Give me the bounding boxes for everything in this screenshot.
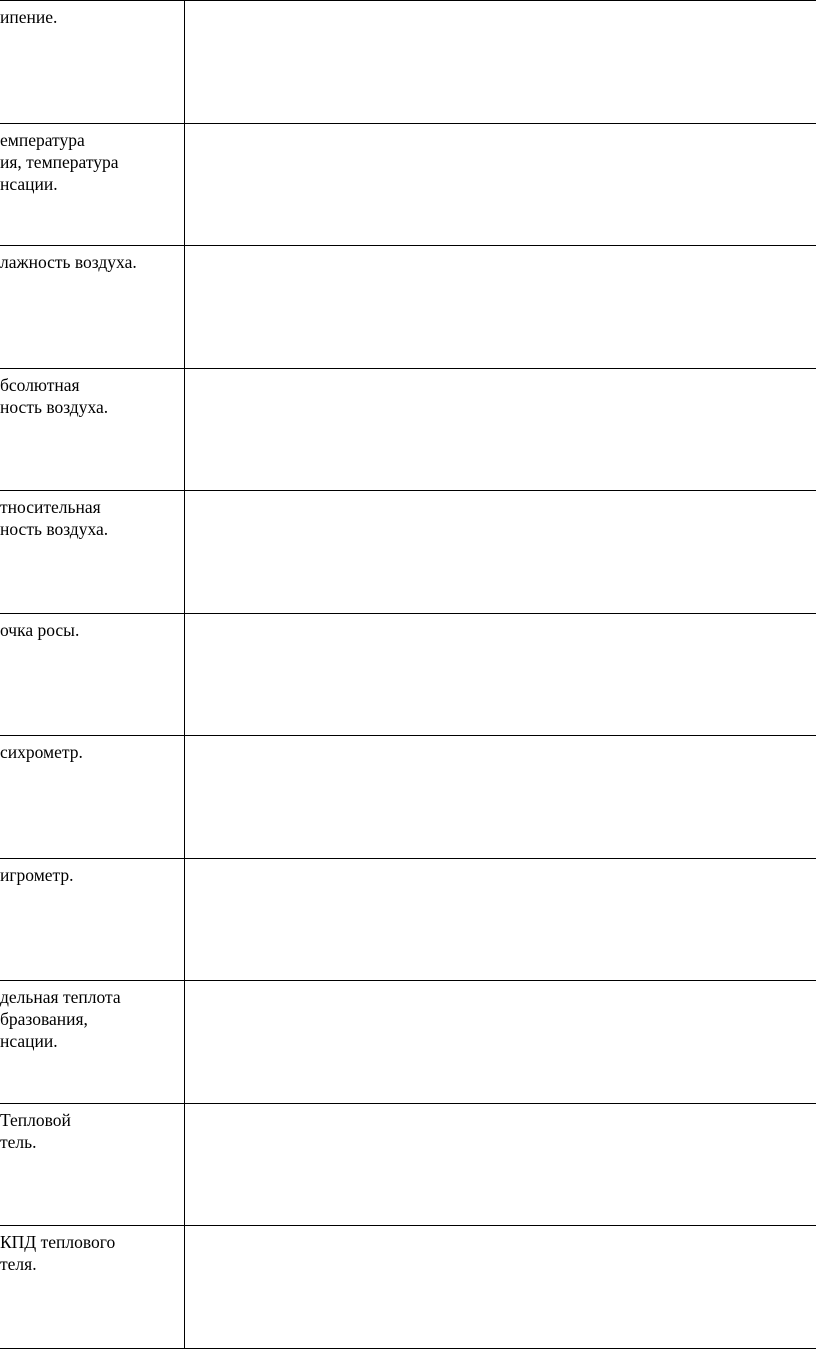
term-text: игрометр. bbox=[0, 864, 74, 885]
answer-cell[interactable] bbox=[185, 613, 816, 736]
term-cell bbox=[0, 736, 185, 859]
term-cell bbox=[0, 1103, 185, 1226]
term-text: ипение. bbox=[0, 7, 58, 27]
term-text: сихрометр. bbox=[0, 742, 83, 762]
answer-cell[interactable] bbox=[185, 123, 816, 246]
term-text: лажность воздуха. bbox=[0, 252, 137, 272]
term-cell bbox=[0, 981, 185, 1104]
table-row bbox=[0, 123, 816, 246]
table-row bbox=[0, 246, 816, 369]
answer-cell[interactable] bbox=[185, 736, 816, 859]
answer-cell[interactable] bbox=[185, 368, 816, 491]
answer-cell[interactable] bbox=[185, 1226, 816, 1349]
answer-cell[interactable] bbox=[185, 1, 816, 124]
table-row bbox=[0, 368, 816, 491]
answer-cell[interactable] bbox=[185, 981, 816, 1104]
term-cell bbox=[0, 491, 185, 614]
table-row bbox=[0, 613, 816, 736]
term-text: КПД теплового теля. bbox=[0, 1232, 116, 1274]
table-row bbox=[0, 1103, 816, 1226]
table-row bbox=[0, 981, 816, 1104]
table-row bbox=[0, 736, 816, 859]
term-cell bbox=[0, 368, 185, 491]
term-text: емпература ия, температура нсации. bbox=[0, 129, 119, 194]
term-text: бсолютная ность воздуха. bbox=[0, 374, 109, 417]
term-text: Тепловой тель. bbox=[0, 1109, 71, 1152]
term-cell bbox=[0, 246, 185, 369]
answer-cell[interactable] bbox=[185, 1103, 816, 1226]
term-cell bbox=[0, 613, 185, 736]
answer-cell[interactable] bbox=[185, 491, 816, 614]
table-row bbox=[0, 1, 816, 124]
term-cell bbox=[0, 1, 185, 124]
term-cell bbox=[0, 858, 185, 981]
term-cell bbox=[0, 123, 185, 246]
answer-cell[interactable] bbox=[185, 858, 816, 981]
table-row bbox=[0, 1226, 816, 1349]
term-text: очка росы. bbox=[0, 619, 80, 640]
term-text: тносительная ность воздуха. bbox=[0, 497, 109, 539]
term-text: дельная теплота бразования, нсации. bbox=[0, 987, 121, 1051]
table-row bbox=[0, 491, 816, 614]
table-row bbox=[0, 858, 816, 981]
answer-cell[interactable] bbox=[185, 246, 816, 369]
term-cell bbox=[0, 1226, 185, 1349]
